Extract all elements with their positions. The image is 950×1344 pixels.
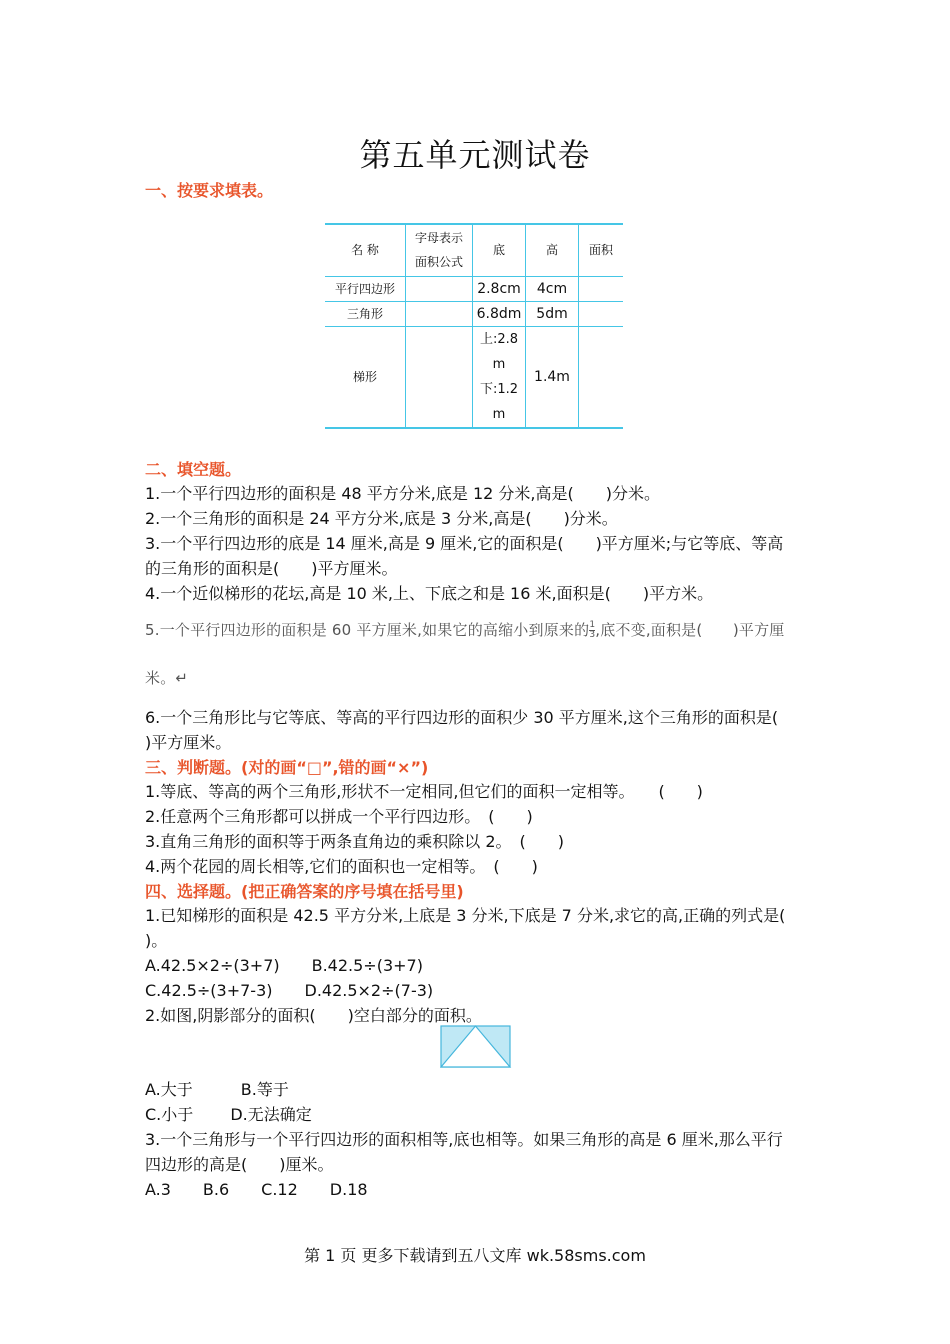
- shaded-triangle-figure: [440, 1025, 512, 1069]
- area-cell[interactable]: [579, 326, 624, 428]
- formula-cell[interactable]: [406, 301, 473, 326]
- fill-table: [325, 223, 623, 429]
- header-formula: 字母表示 面积公式: [406, 224, 473, 276]
- fill-question-cont: 米。↵: [145, 669, 189, 687]
- table-row: [325, 276, 623, 301]
- header-area: 面积: [579, 224, 624, 276]
- choice-question-cont: 四边形的高是( )厘米。: [145, 1155, 334, 1174]
- choice-options: A.3 B.6 C.12 D.18: [145, 1180, 368, 1199]
- choice-options: A.大于 B.等于: [145, 1080, 289, 1099]
- row-name: 平行四边形: [325, 276, 406, 301]
- height-cell: 5dm: [526, 301, 579, 326]
- table-row: [325, 326, 623, 428]
- row-name: 三角形: [325, 301, 406, 326]
- judge-question: 4.两个花园的周长相等,它们的面积也一定相等。 ( ): [145, 857, 538, 876]
- fill-question: 6.一个三角形比与它等底、等高的平行四边形的面积少 30 平方厘米,这个三角形的面积是(: [145, 708, 779, 727]
- header-height: 高: [526, 224, 579, 276]
- choice-question: 3.一个三角形与一个平行四边形的面积相等,底也相等。如果三角形的高是 6 厘米,那么平行: [145, 1130, 783, 1149]
- formula-cell[interactable]: [406, 276, 473, 301]
- page-title: 第五单元测试卷: [359, 136, 591, 174]
- section-3-heading: 三、判断题。(对的画“□”,错的画“×”): [145, 758, 429, 777]
- fill-question-cont: 的三角形的面积是( )平方厘米。: [145, 559, 398, 578]
- area-cell[interactable]: [579, 276, 624, 301]
- judge-question: 3.直角三角形的面积等于两条直角边的乘积除以 2。 ( ): [145, 832, 565, 851]
- base-cell: 2.8cm: [473, 276, 526, 301]
- page-footer: 第 1 页 更多下载请到五八文库 wk.58sms.com: [304, 1246, 646, 1265]
- judge-question: 2.任意两个三角形都可以拼成一个平行四边形。 ( ): [145, 807, 533, 826]
- section-4-heading: 四、选择题。(把正确答案的序号填在括号里): [145, 882, 464, 901]
- fill-question: 3.一个平行四边形的底是 14 厘米,高是 9 厘米,它的面积是( )平方厘米;与它等底、等高: [145, 534, 784, 553]
- section-2-heading: 二、填空题。: [145, 460, 242, 479]
- row-name: 梯形: [325, 326, 406, 428]
- choice-question: 2.如图,阴影部分的面积( )空白部分的面积。: [145, 1006, 482, 1025]
- fill-question: 1.一个平行四边形的面积是 48 平方分米,底是 12 分米,高是( )分米。: [145, 484, 660, 503]
- height-cell: 1.4m: [526, 326, 579, 428]
- header-base: 底: [473, 224, 526, 276]
- choice-options: C.42.5÷(3+7-3) D.42.5×2÷(7-3): [145, 981, 434, 1000]
- base-cell: 6.8dm: [473, 301, 526, 326]
- fill-question-cont: )平方厘米。: [145, 733, 232, 752]
- fraction: $\frac{1}{3}$: [589, 620, 596, 640]
- header-name: 名 称: [325, 224, 406, 276]
- formula-cell[interactable]: [406, 326, 473, 428]
- base-cell: 上:2.8 m 下:1.2 m: [473, 326, 526, 428]
- table-row: [325, 301, 623, 326]
- area-cell[interactable]: [579, 301, 624, 326]
- fill-question-image: 5.一个平行四边形的面积是 60 平方厘米,如果它的高缩小到原来的 $\frac{1}{3}$ ,底不变,面积是( )平方厘: [145, 620, 785, 640]
- judge-question: 1.等底、等高的两个三角形,形状不一定相同,但它们的面积一定相等。 ( ): [145, 782, 703, 801]
- choice-question-cont: )。: [145, 931, 168, 950]
- fill-question: 2.一个三角形的面积是 24 平方分米,底是 3 分米,高是( )分米。: [145, 509, 618, 528]
- choice-question: 1.已知梯形的面积是 42.5 平方分米,上底是 3 分米,下底是 7 分米,求它的高,正确的列式是(: [145, 906, 786, 925]
- section-1-heading: 一、按要求填表。: [145, 181, 274, 200]
- choice-options: C.小于 D.无法确定: [145, 1105, 312, 1124]
- fill-question: 4.一个近似梯形的花坛,高是 10 米,上、下底之和是 16 米,面积是( )平方米。: [145, 584, 714, 603]
- table-header-row: [325, 224, 623, 276]
- choice-options: A.42.5×2÷(3+7) B.42.5÷(3+7): [145, 956, 423, 975]
- height-cell: 4cm: [526, 276, 579, 301]
